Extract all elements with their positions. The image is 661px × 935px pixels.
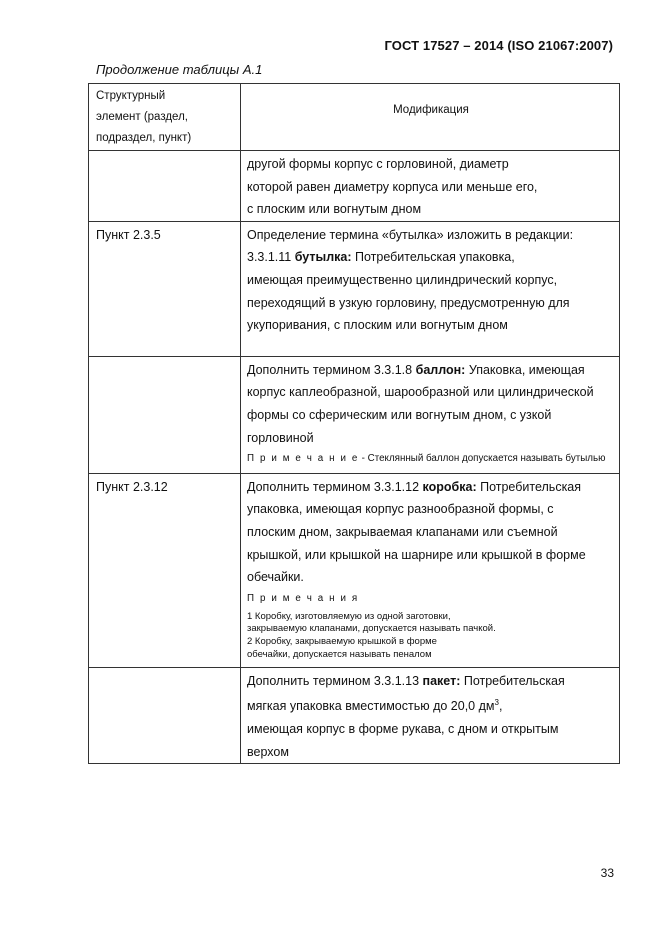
text-line: другой формы корпус с горловиной, диаметр bbox=[247, 157, 509, 171]
text-line: имеющая преимущественно цилиндрический корпус, bbox=[247, 272, 558, 287]
text-line: верхом bbox=[247, 744, 289, 759]
term-name: баллон: bbox=[415, 362, 466, 377]
term-name: бутылка: bbox=[294, 250, 352, 265]
term-definition: Потребительская bbox=[476, 479, 582, 494]
row-text-cell bbox=[241, 356, 620, 473]
term-prefix: Дополнить термином 3.3.1.12 bbox=[247, 479, 423, 494]
header-structural-element bbox=[89, 84, 241, 151]
modification-table bbox=[88, 83, 620, 764]
text-line: формы со сферическим или вогнутым дном, с узкой bbox=[247, 407, 552, 422]
term-prefix: Дополнить термином 3.3.1.13 bbox=[247, 673, 423, 688]
row-text-cell bbox=[241, 221, 620, 356]
row-item-cell bbox=[89, 356, 241, 473]
volume-text: мягкая упаковка вместимостью до 20,0 дм bbox=[247, 699, 495, 714]
text-line bbox=[247, 692, 615, 718]
note-line: закрываемую клапанами, допускается называть пачкой. bbox=[247, 623, 496, 635]
term-number: 3.3.1.11 bbox=[247, 250, 295, 265]
text-line: корпус каплеобразной, шарообразной или цилиндрической bbox=[247, 385, 594, 400]
superscript: 3 bbox=[494, 698, 499, 708]
text-line: плоским дном, закрываемая клапанами или съемной bbox=[247, 524, 558, 539]
page-number: 33 bbox=[600, 866, 614, 880]
text-line: имеющая корпус в форме рукава, с дном и открытым bbox=[247, 722, 559, 737]
text-line: Определение термина «бутылка» изложить в редакции: bbox=[247, 227, 574, 242]
table-caption: Продолжение таблицы А.1 bbox=[96, 62, 263, 77]
table-header-row bbox=[89, 84, 620, 151]
text-line bbox=[247, 359, 615, 382]
note-label: П р и м е ч а н и е bbox=[247, 453, 359, 465]
header-col1-line: Структурный bbox=[96, 90, 166, 102]
text-line: переходящий в узкую горловину, предусмотренную для bbox=[247, 295, 570, 310]
row-item-cell bbox=[89, 473, 241, 667]
note bbox=[247, 451, 615, 466]
note-text: - Стеклянный баллон допускается называть бутылью bbox=[358, 453, 606, 465]
term-definition: Потребительская bbox=[460, 673, 565, 688]
row-text-cell bbox=[241, 473, 620, 667]
note-line: обечайки, допускается называть пеналом bbox=[247, 648, 432, 660]
table-row bbox=[89, 151, 620, 222]
text-line: крышкой, или крышкой на шарнире или крышкой в форме bbox=[247, 547, 586, 562]
document-header: ГОСТ 17527 – 2014 (ISO 21067:2007) bbox=[384, 38, 613, 53]
notes-label: П р и м е ч а н и я bbox=[247, 592, 359, 604]
header-col1-line: элемент (раздел, bbox=[96, 111, 188, 123]
row-item-cell bbox=[89, 667, 241, 764]
text-line: горловиной bbox=[247, 430, 314, 445]
note-line: 1 Коробку, изготовляемую из одной заготовки, bbox=[247, 610, 451, 622]
term-definition: Упаковка, имеющая bbox=[465, 362, 585, 377]
table-row bbox=[89, 356, 620, 473]
term-definition: Потребительская упаковка, bbox=[351, 250, 515, 265]
text-line bbox=[247, 670, 615, 693]
row-item-cell bbox=[89, 221, 241, 356]
text-line: упаковка, имеющая корпус разнообразной формы, с bbox=[247, 502, 554, 517]
text-line bbox=[247, 246, 615, 269]
table-row bbox=[89, 221, 620, 356]
table-row bbox=[89, 667, 620, 764]
row-text-cell bbox=[241, 667, 620, 764]
header-col1-line: подраздел, пункт) bbox=[96, 132, 192, 144]
header-modification bbox=[241, 84, 620, 151]
row-item-label: Пункт 2.3.12 bbox=[96, 479, 168, 494]
row-item-label: Пункт 2.3.5 bbox=[96, 227, 161, 242]
text-line: укупоривания, с плоским или вогнутым дном bbox=[247, 318, 508, 333]
note-line: 2 Коробку, закрываемую крышкой в форме bbox=[247, 635, 437, 647]
text-line: которой равен диаметру корпуса или меньше его, bbox=[247, 179, 538, 194]
row-text-cell bbox=[241, 151, 620, 222]
volume-text-end: , bbox=[498, 699, 503, 714]
term-prefix: Дополнить термином 3.3.1.8 bbox=[247, 362, 416, 377]
text-line bbox=[247, 476, 615, 499]
text-line: обечайки. bbox=[247, 570, 304, 585]
text-line: с плоским или вогнутым дном bbox=[247, 202, 422, 217]
table-row bbox=[89, 473, 620, 667]
row-item-cell bbox=[89, 151, 241, 222]
term-name: пакет: bbox=[422, 673, 461, 688]
term-name: коробка: bbox=[422, 479, 477, 494]
header-col2-label: Модификация bbox=[393, 104, 469, 116]
